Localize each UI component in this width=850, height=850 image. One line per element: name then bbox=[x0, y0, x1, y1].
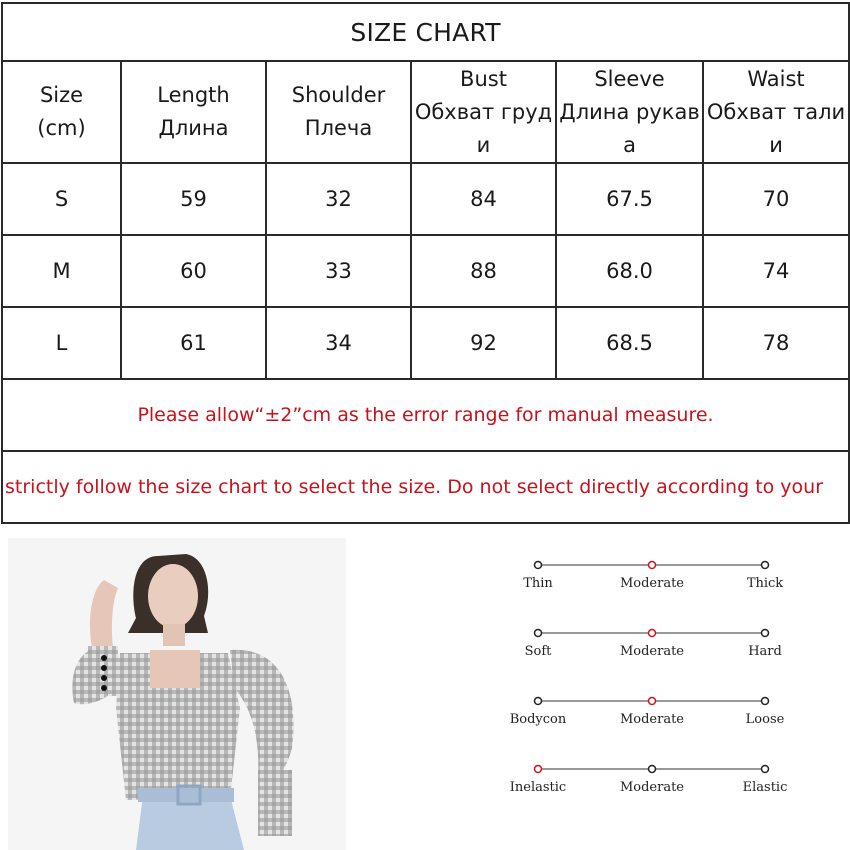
model-illustration bbox=[8, 538, 346, 850]
header-row bbox=[2, 61, 849, 163]
table-cell: M bbox=[2, 235, 121, 307]
table-cell: 88 bbox=[411, 235, 556, 307]
header-bust: Bust Обхват груд и bbox=[411, 61, 556, 163]
table-cell: 70 bbox=[703, 163, 849, 235]
header-shoulder: Shoulder Плеча bbox=[266, 61, 411, 163]
table-cell: 74 bbox=[703, 235, 849, 307]
size-selection-note: strictly follow the size chart to select the size. Do not select directly according to your bbox=[2, 451, 849, 523]
scale-label: Moderate bbox=[619, 780, 685, 795]
table-cell: 68.0 bbox=[556, 235, 703, 307]
scale-label: Moderate bbox=[619, 576, 685, 591]
scale-label: Moderate bbox=[619, 712, 685, 727]
header-sleeve: Sleeve Длина рукав а bbox=[556, 61, 703, 163]
scale-dot bbox=[535, 630, 542, 637]
measurement-error-note: Please allow“±2”cm as the error range for manual measure. bbox=[2, 379, 849, 451]
scale-dot bbox=[762, 562, 769, 569]
scale-label: Elastic bbox=[742, 780, 788, 795]
scale-dot bbox=[535, 562, 542, 569]
table-cell: 61 bbox=[121, 307, 266, 379]
size-chart-title: SIZE CHART bbox=[2, 3, 849, 61]
size-chart-table bbox=[1, 2, 850, 524]
scale-dot bbox=[762, 766, 769, 773]
table-cell: 59 bbox=[121, 163, 266, 235]
table-cell: 34 bbox=[266, 307, 411, 379]
table-row bbox=[2, 163, 849, 235]
scale-dot bbox=[649, 698, 656, 705]
scale-label: Thick bbox=[746, 576, 784, 591]
fabric-scale-graphic bbox=[500, 548, 800, 808]
scale-label: Thin bbox=[523, 576, 553, 591]
scale-label: Bodycon bbox=[509, 712, 567, 727]
scale-label: Loose bbox=[745, 712, 785, 727]
scale-elasticity bbox=[510, 766, 788, 796]
scale-dot bbox=[649, 562, 656, 569]
scale-softness bbox=[525, 630, 782, 660]
table-cell: 33 bbox=[266, 235, 411, 307]
table-cell: L bbox=[2, 307, 121, 379]
table-row bbox=[2, 235, 849, 307]
scale-dot bbox=[762, 698, 769, 705]
table-cell: 32 bbox=[266, 163, 411, 235]
scale-dot bbox=[649, 766, 656, 773]
scale-dot bbox=[535, 766, 542, 773]
scale-dot bbox=[649, 630, 656, 637]
header-size: Size (cm) bbox=[2, 61, 121, 163]
scale-label: Soft bbox=[524, 644, 552, 659]
scale-dot bbox=[762, 630, 769, 637]
scale-thickness bbox=[523, 562, 783, 592]
header-length: Length Длина bbox=[121, 61, 266, 163]
table-cell: 78 bbox=[703, 307, 849, 379]
scale-fit bbox=[510, 698, 785, 728]
scale-dot bbox=[535, 698, 542, 705]
table-cell: 84 bbox=[411, 163, 556, 235]
fabric-feature-scales bbox=[500, 548, 800, 808]
table-cell: 92 bbox=[411, 307, 556, 379]
scale-label: Hard bbox=[748, 644, 782, 659]
scale-label: Moderate bbox=[619, 644, 685, 659]
table-cell: 60 bbox=[121, 235, 266, 307]
product-photo bbox=[8, 538, 346, 850]
table-cell: 67.5 bbox=[556, 163, 703, 235]
header-waist: Waist Обхват тали и bbox=[703, 61, 849, 163]
table-cell: 68.5 bbox=[556, 307, 703, 379]
table-cell: S bbox=[2, 163, 121, 235]
table-row bbox=[2, 307, 849, 379]
scale-label: Inelastic bbox=[509, 780, 567, 795]
